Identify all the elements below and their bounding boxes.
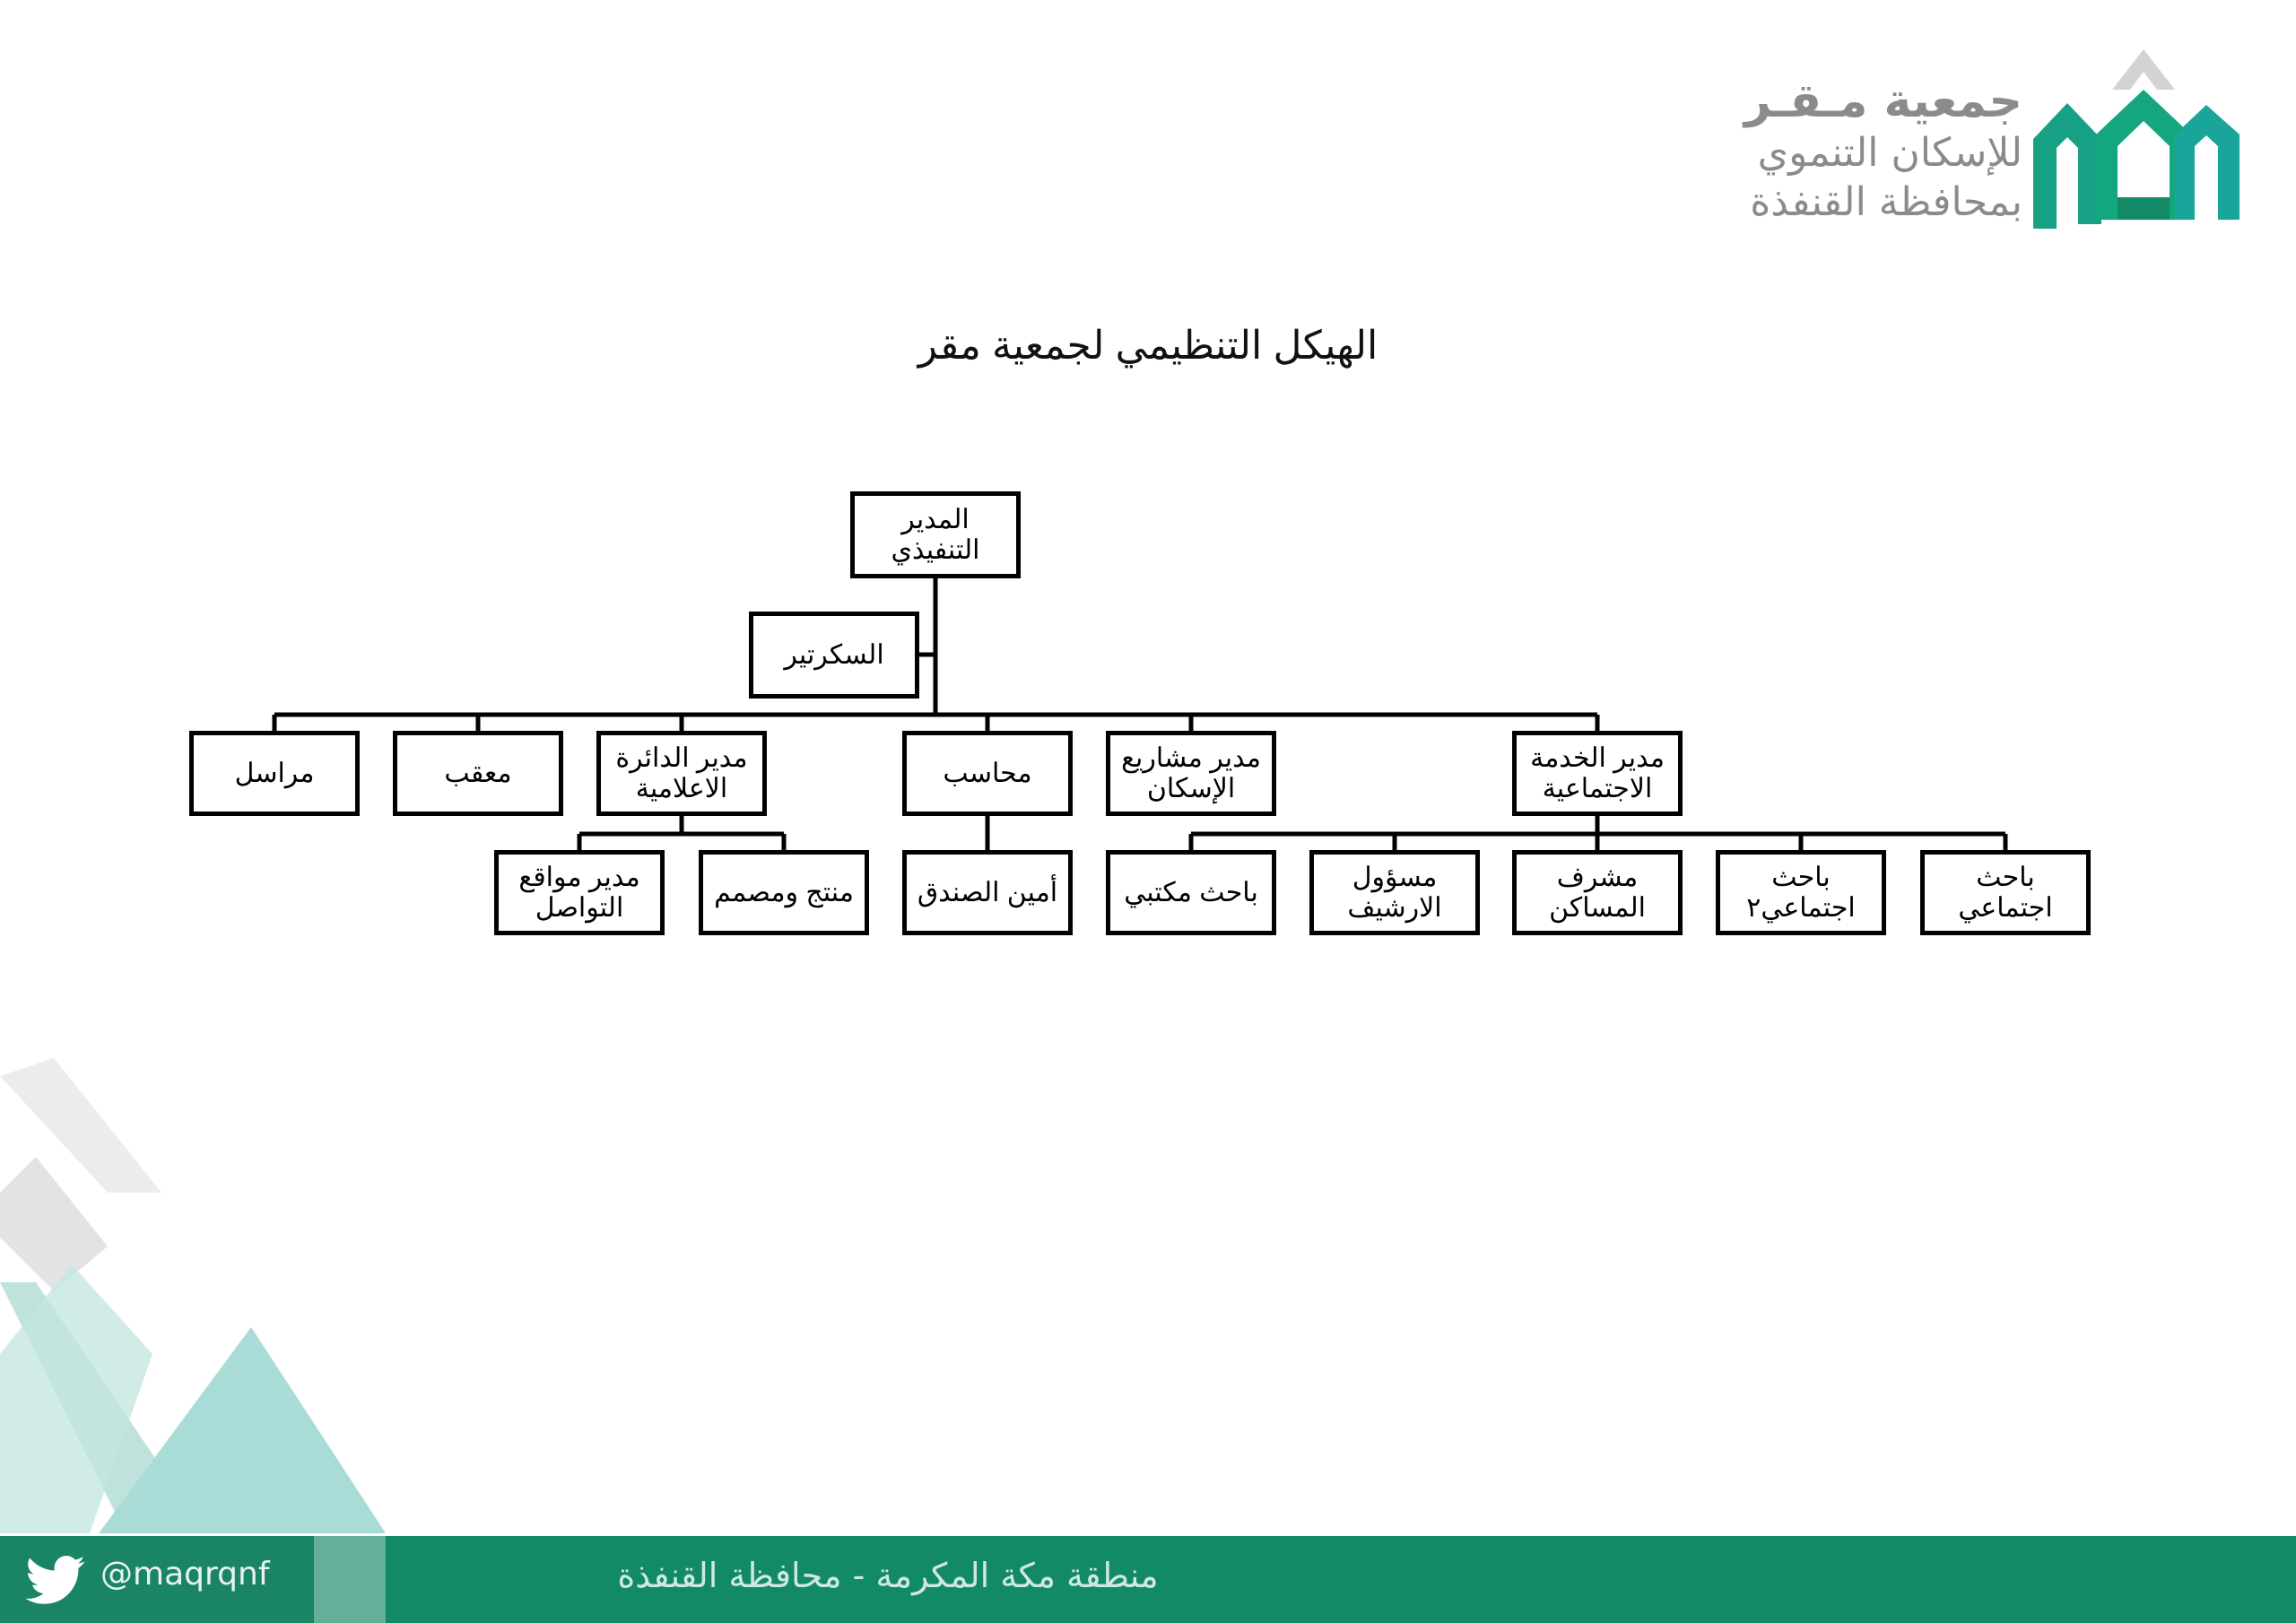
node-producer-designer: منتج ومصمم — [699, 850, 869, 935]
node-accountant: محاسب — [902, 731, 1073, 816]
node-housing-supervisor: مشرف المساكن — [1512, 850, 1683, 935]
node-follower: معقب — [393, 731, 563, 816]
node-treasurer: أمين الصندق — [902, 850, 1073, 935]
node-messenger: مراسل — [189, 731, 360, 816]
node-social-services-manager: مدير الخدمة الاجتماعية — [1512, 731, 1683, 816]
node-social-researcher: باحث اجتماعي — [1920, 850, 2091, 935]
node-archive-officer: مسؤول الارشيف — [1309, 850, 1480, 935]
footer-bar — [0, 1536, 2296, 1623]
footer-accent-strip — [314, 1536, 386, 1623]
node-office-researcher: باحث مكتبي — [1106, 850, 1276, 935]
footer-region: منطقة مكة المكرمة - محافظة القنفذة — [617, 1556, 1159, 1595]
node-ceo: المدير التنفيذي — [850, 491, 1021, 578]
chart-title: الهيكل التنظيمي لجمعية مقر — [918, 324, 1378, 368]
twitter-icon[interactable] — [25, 1556, 86, 1606]
logo-line-1: جمعية مـقـر — [1744, 74, 2022, 128]
node-secretary: السكرتير — [749, 612, 919, 699]
node-social-researcher-2: باحث اجتماعي٢ — [1716, 850, 1886, 935]
twitter-handle[interactable]: @maqrqnf — [100, 1556, 270, 1593]
node-housing-projects-manager: مدير مشاريع الإسكان — [1106, 731, 1276, 816]
logo-line-2: للإسكان التنموي — [1757, 130, 2022, 176]
node-social-media-manager: مدير مواقع التواصل — [494, 850, 665, 935]
logo-line-3: بمحافظة القنفذة — [1750, 179, 2022, 225]
node-media-manager: مدير الدائرة الاعلامية — [596, 731, 767, 816]
